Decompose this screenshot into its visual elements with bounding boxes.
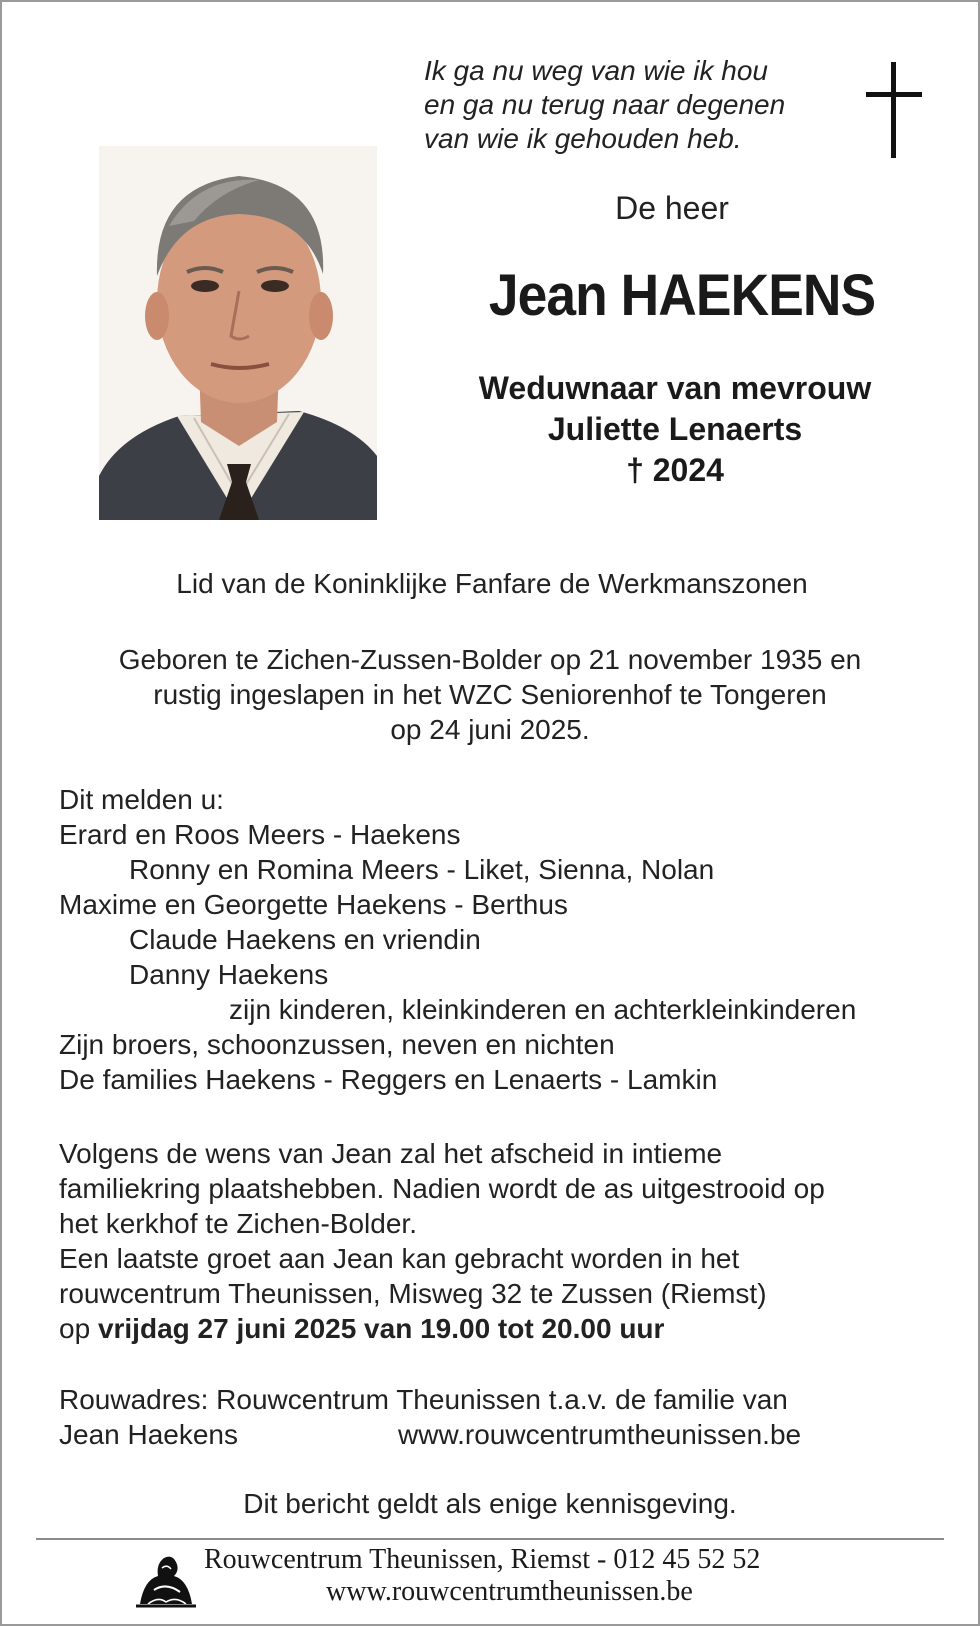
birth-line: op 24 juni 2025.	[390, 714, 590, 745]
title-prefix: De heer	[615, 190, 729, 226]
footer-contact: Rouwcentrum Theunissen, Riemst - 012 45 52 52	[204, 1544, 761, 1575]
funeral-line: het kerkhof te Zichen-Bolder.	[59, 1208, 417, 1239]
footer-divider	[36, 1538, 944, 1540]
mourning-address	[59, 1382, 959, 1452]
funeral-line: Een laatste groet aan Jean kan gebracht worden in het	[59, 1243, 740, 1274]
announcers-list	[59, 782, 959, 1097]
poem	[424, 54, 854, 156]
spouse-line: Weduwnaar van mevrouw	[478, 370, 872, 406]
announcer-line: Claude Haekens en vriendin	[129, 924, 481, 955]
announcer-line: De families Haekens - Reggers en Lenaerts - Lamkin	[59, 1064, 718, 1095]
deceased-name: Jean HAEKENS	[488, 263, 876, 328]
poem-line: Ik ga nu weg van wie ik hou	[424, 55, 768, 86]
closing-note: Dit bericht geldt als enige kennisgeving.	[243, 1488, 737, 1519]
announcer-line: Zijn broers, schoonzussen, neven en nichten	[59, 1029, 615, 1060]
visit-prefix: op	[59, 1313, 91, 1344]
membership: Lid van de Koninklijke Fanfare de Werkmanszonen	[176, 568, 808, 599]
funeral-line: familiekring plaatshebben. Nadien wordt de as uitgestrooid op	[59, 1173, 825, 1204]
funeral-line: rouwcentrum Theunissen, Misweg 32 te Zussen (Riemst)	[59, 1278, 767, 1309]
announcer-line: Ronny en Romina Meers - Liket, Sienna, Nolan	[129, 854, 715, 885]
funeral-home-logo-icon	[134, 1546, 198, 1610]
spouse-death-year: † 2024	[626, 452, 724, 488]
spouse-info	[420, 368, 930, 491]
portrait-photo	[99, 146, 377, 520]
announcer-line: Maxime en Georgette Haekens - Berthus	[59, 889, 568, 920]
address-line: Jean Haekens	[59, 1419, 239, 1450]
birth-line: Geboren te Zichen-Zussen-Bolder op 21 november 1935 en	[118, 644, 862, 675]
spouse-name: Juliette Lenaerts	[547, 411, 803, 447]
announcer-line: zijn kinderen, kleinkinderen en achterkleinkinderen	[229, 994, 857, 1025]
announcer-line: Erard en Roos Meers - Haekens	[59, 819, 461, 850]
funeral-text	[59, 1136, 959, 1346]
poem-line: en ga nu terug naar degenen	[424, 89, 786, 120]
footer-website: www.rouwcentrumtheunissen.be	[326, 1576, 693, 1607]
address-website: www.rouwcentrumtheunissen.be	[398, 1419, 802, 1450]
visit-time: vrijdag 27 juni 2025 van 19.00 tot 20.00 uur	[97, 1313, 665, 1344]
poem-line: van wie ik gehouden heb.	[424, 123, 742, 154]
announcer-line: Danny Haekens	[129, 959, 329, 990]
birth-line: rustig ingeslapen in het WZC Seniorenhof te Tongeren	[153, 679, 827, 710]
cross-icon	[866, 62, 922, 158]
footer	[200, 1544, 850, 1608]
announcers-intro: Dit melden u:	[59, 784, 224, 815]
funeral-line: Volgens de wens van Jean zal het afscheid in intieme	[59, 1138, 723, 1169]
visit-line	[59, 1311, 959, 1346]
address-line: Rouwadres: Rouwcentrum Theunissen t.a.v. de familie van	[59, 1384, 788, 1415]
birth-death-text	[40, 642, 940, 747]
